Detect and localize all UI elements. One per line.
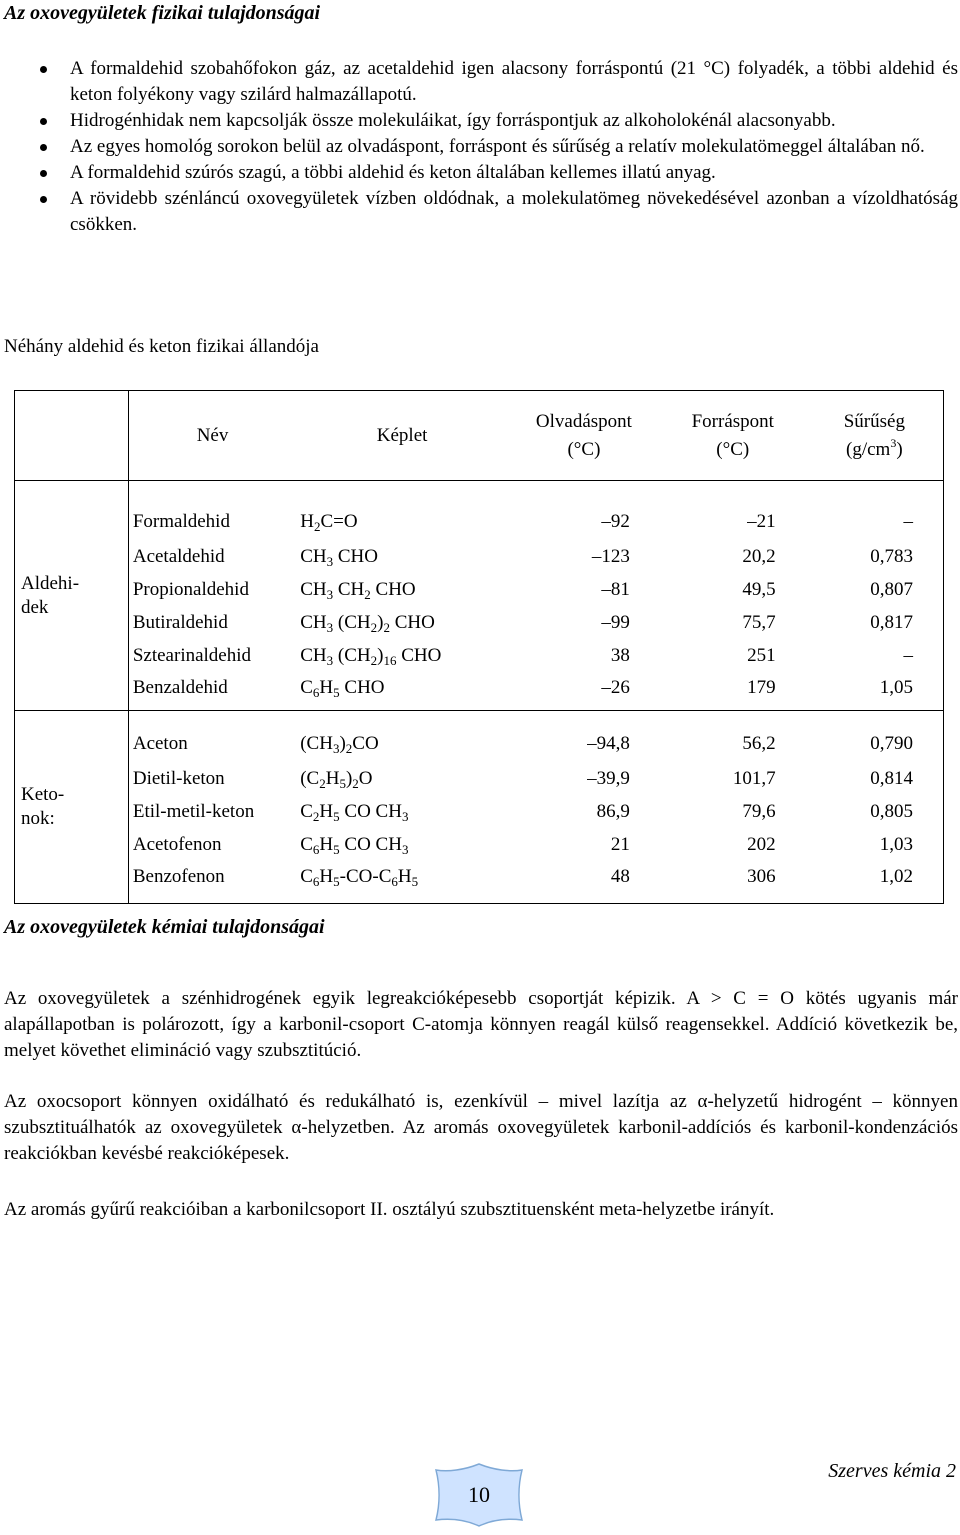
cell-density: 0,805 xyxy=(806,796,944,829)
cell-density: 0,790 xyxy=(806,711,944,763)
group-label-line: nok: xyxy=(21,808,55,829)
header-mp-line2: (°C) xyxy=(567,438,601,460)
formula-part: C=O xyxy=(320,511,358,532)
formula-subscript: 3 xyxy=(401,809,409,824)
list-item-text: A formaldehid szúrós szagú, a többi aldehid és keton általában kellemes illatú anyag. xyxy=(70,162,716,183)
formula-part: CHO xyxy=(333,546,378,567)
cell-melting-point: 48 xyxy=(508,862,660,904)
list-item xyxy=(40,56,958,108)
formula-subscript: 3 xyxy=(401,842,409,857)
cell-density: 1,02 xyxy=(806,862,944,904)
physical-constants-table xyxy=(14,390,944,904)
cell-boiling-point: 75,7 xyxy=(742,612,776,633)
cell-density: 1,03 xyxy=(806,829,944,862)
formula-text xyxy=(300,834,408,855)
formula-subscript: 2 xyxy=(312,809,320,824)
cell-name: Propionaldehid xyxy=(132,579,249,600)
cell-name: Acetofenon xyxy=(132,834,222,855)
cell-boiling-point: 306 xyxy=(660,862,806,904)
properties-list xyxy=(40,56,958,238)
formula-part: H xyxy=(319,834,334,855)
group-label-ketones xyxy=(15,711,129,904)
formula-subscript: 6 xyxy=(312,842,320,857)
formula-part: C xyxy=(300,801,313,822)
paragraph-aromatic: Az aromás gyűrű reakcióiban a karbonilcsoport II. osztályú szubsztituensként meta-helyzetbe irányít. xyxy=(4,1199,775,1220)
formula-subscript: 16 xyxy=(383,653,397,668)
bullet-icon xyxy=(40,144,47,151)
formula-subscript: 2 xyxy=(370,620,378,635)
formula-part: O xyxy=(358,768,373,789)
cell-density: 0,817 xyxy=(806,607,944,640)
formula-part: (C xyxy=(300,768,320,789)
formula-part: ) xyxy=(377,612,384,633)
formula-part: CHO xyxy=(370,579,416,600)
formula-subscript: 2 xyxy=(319,776,326,791)
formula-text xyxy=(300,801,408,822)
formula-subscript: 3 xyxy=(326,620,334,635)
formula-text xyxy=(300,612,435,633)
table-header-row xyxy=(15,391,944,481)
formula-part: CHO xyxy=(339,676,385,698)
cell-formula xyxy=(296,481,508,541)
cell-formula xyxy=(296,763,508,796)
page-number: 10 xyxy=(468,1482,490,1507)
cell-melting-point: –94,8 xyxy=(587,733,630,754)
cell-boiling-point: 56,2 xyxy=(742,733,776,754)
table-row xyxy=(15,541,944,574)
group-label-line: Aldehi- xyxy=(21,572,80,594)
bullet-icon xyxy=(40,170,47,177)
formula-subscript: 5 xyxy=(333,684,340,700)
cell-name: Etil-metil-keton xyxy=(132,801,255,822)
bullet-icon xyxy=(40,118,47,125)
cell-formula xyxy=(296,796,508,829)
bullet-icon xyxy=(40,66,47,73)
cell-boiling-point: 202 xyxy=(747,834,776,855)
cell-melting-point: –92 xyxy=(601,511,630,532)
formula-part: C xyxy=(300,834,313,855)
list-item-text: Az egyes homológ sorokon belül az olvadáspont, forráspont és sűrűség a relatív molekulatömeggel általában nő. xyxy=(70,136,925,157)
formula-text xyxy=(300,733,378,754)
aldehydes-group xyxy=(15,481,944,711)
formula-subscript: 2 xyxy=(370,653,378,668)
header-density-exponent: 3 xyxy=(890,435,897,450)
page-number-badge xyxy=(432,1462,526,1528)
cell-melting-point: –123 xyxy=(591,546,630,567)
formula-part: ) xyxy=(339,733,346,754)
formula-subscript: 6 xyxy=(312,684,320,700)
formula-subscript: 6 xyxy=(312,873,320,889)
cell-name: Aceton xyxy=(132,733,188,754)
corner-cell xyxy=(15,391,129,481)
header-density-line1: Sűrűség xyxy=(843,410,905,432)
formula-part: -CO-C xyxy=(339,865,392,887)
cell-melting-point: –26 xyxy=(508,673,660,711)
cell-density: – xyxy=(806,640,944,673)
formula-part: H xyxy=(397,865,412,887)
formula-subscript: 3 xyxy=(326,554,334,569)
cell-boiling-point: –21 xyxy=(747,511,776,532)
header-density xyxy=(806,391,944,481)
formula-subscript: 2 xyxy=(383,620,390,635)
table-row xyxy=(15,574,944,607)
table-row xyxy=(15,862,944,904)
list-item-text: A rövidebb szénláncú oxovegyületek vízben oldódnak, a molekulatömeg növekedésével azonban a vízoldhatóság csökken. xyxy=(70,188,958,235)
formula-part: CH xyxy=(300,645,327,666)
cell-name: Butiraldehid xyxy=(132,612,228,633)
header-density-unit: (g/cm xyxy=(846,438,891,460)
bullet-icon xyxy=(40,196,47,203)
cell-name: Formaldehid xyxy=(132,511,230,532)
cell-boiling-point: 179 xyxy=(660,673,806,711)
cell-melting-point: 38 xyxy=(610,645,630,666)
formula-subscript: 3 xyxy=(326,587,334,602)
cell-density: 1,05 xyxy=(806,673,944,711)
formula-part: H xyxy=(319,865,334,887)
formula-part: (CH xyxy=(300,733,333,754)
formula-text xyxy=(300,677,384,698)
formula-part: ) xyxy=(345,768,353,789)
ketones-group xyxy=(15,711,944,904)
cell-name: Sztearinaldehid xyxy=(132,645,252,666)
formula-part: CO CH xyxy=(339,801,402,822)
formula-subscript: 5 xyxy=(411,873,419,889)
formula-part: CO xyxy=(352,733,379,754)
cell-formula xyxy=(296,829,508,862)
header-formula: Képlet xyxy=(296,391,508,481)
list-item xyxy=(40,108,958,134)
list-item-text: Hidrogénhidak nem kapcsolják össze molekuláikat, így forráspontjuk az alkoholokénál alacsonyabb. xyxy=(70,110,836,131)
header-mp-line1: Olvadáspont xyxy=(535,410,632,432)
formula-part: CHO xyxy=(389,612,435,633)
cell-density: 0,814 xyxy=(806,763,944,796)
cell-formula xyxy=(296,541,508,574)
cell-formula xyxy=(296,862,508,904)
cell-boiling-point: 49,5 xyxy=(742,579,776,600)
cell-formula xyxy=(296,711,508,763)
cell-boiling-point: 251 xyxy=(747,645,776,666)
cell-name: Dietil-keton xyxy=(132,768,225,789)
footer-title: Szerves kémia 2 xyxy=(828,1460,956,1482)
table-row xyxy=(15,673,944,711)
cell-boiling-point: 20,2 xyxy=(742,546,776,567)
cell-density: 0,807 xyxy=(806,574,944,607)
table-row xyxy=(15,796,944,829)
table-row xyxy=(15,763,944,796)
paragraph-reactivity: Az oxovegyületek a szénhidrogének egyik legreakcióképesebb csoportját képizik. A > C = O kötés ugyanis már alapállapotban is polározott, így a karbonil-csoport C-atomja könnyen reagál külső reagensekkel. Addíció következik be, melyet követhet elimináció vagy szubsztitúció. xyxy=(4,988,958,1061)
table-row xyxy=(15,607,944,640)
cell-melting-point: –39,9 xyxy=(587,768,630,789)
formula-part: (CH xyxy=(333,612,371,633)
formula-subscript: 2 xyxy=(345,741,353,756)
formula-part: H xyxy=(325,768,340,789)
cell-name: Acetaldehid xyxy=(132,546,225,567)
cell-melting-point: 86,9 xyxy=(596,801,630,822)
cell-formula xyxy=(296,607,508,640)
formula-part: CO CH xyxy=(339,834,402,855)
formula-part: C xyxy=(300,865,313,887)
group-label-line: Keto- xyxy=(21,784,65,805)
formula-text xyxy=(300,579,415,600)
formula-subscript: 5 xyxy=(333,809,340,824)
section-heading-chemical: Az oxovegyületek kémiai tulajdonságai xyxy=(4,916,325,938)
formula-subscript: 5 xyxy=(333,873,340,889)
list-item xyxy=(40,186,958,238)
formula-subscript: 6 xyxy=(391,873,398,889)
header-boiling-point xyxy=(660,391,806,481)
list-item-text: A formaldehid szobahőfokon gáz, az acetaldehid igen alacsony forráspontú (21 °C) folyadék, a többi aldehid és keton folyékony vagy szilárd halmazállapotú. xyxy=(70,58,958,105)
formula-subscript: 5 xyxy=(333,842,340,857)
formula-part: CH xyxy=(300,612,327,633)
formula-text xyxy=(300,866,418,887)
cell-formula xyxy=(296,574,508,607)
formula-subscript: 2 xyxy=(364,587,371,602)
formula-part: H xyxy=(319,801,334,822)
header-melting-point xyxy=(508,391,660,481)
formula-part: CH xyxy=(333,579,365,600)
cell-melting-point: 21 xyxy=(610,834,630,855)
group-label-aldehydes xyxy=(15,481,129,711)
header-bp-line2: (°C) xyxy=(716,438,750,460)
formula-part: (CH xyxy=(333,645,371,666)
cell-name: Benzofenon xyxy=(128,862,296,904)
cell-melting-point: –99 xyxy=(601,612,630,633)
group-label-line: dek xyxy=(21,596,49,618)
header-bp-line1: Forráspont xyxy=(691,410,774,432)
formula-subscript: 2 xyxy=(313,519,321,534)
cell-boiling-point: 101,7 xyxy=(732,768,776,789)
formula-part: ) xyxy=(377,645,384,666)
table-row xyxy=(15,481,944,541)
header-density-close: ) xyxy=(896,438,903,460)
formula-subscript: 2 xyxy=(352,776,359,791)
section-heading-physical: Az oxovegyületek fizikai tulajdonságai xyxy=(4,2,321,24)
formula-text xyxy=(300,511,357,532)
formula-part: CH xyxy=(300,546,327,567)
table-caption: Néhány aldehid és keton fizikai állandója xyxy=(4,336,319,357)
formula-part: H xyxy=(300,511,314,532)
cell-name: Benzaldehid xyxy=(128,673,296,711)
table-row xyxy=(15,640,944,673)
formula-text xyxy=(300,768,372,789)
formula-subscript: 3 xyxy=(332,741,340,756)
header-name: Név xyxy=(128,391,296,481)
cell-boiling-point: 79,6 xyxy=(742,801,776,822)
formula-part: H xyxy=(319,676,334,698)
formula-subscript: 3 xyxy=(326,653,334,668)
formula-text xyxy=(300,645,441,666)
formula-part: C xyxy=(300,676,313,698)
table-row xyxy=(15,829,944,862)
list-item xyxy=(40,134,958,160)
formula-text xyxy=(300,546,378,567)
cell-formula xyxy=(296,640,508,673)
list-item xyxy=(40,160,958,186)
cell-formula xyxy=(296,673,508,711)
formula-part: CHO xyxy=(396,645,442,666)
table-row xyxy=(15,711,944,763)
cell-density: – xyxy=(806,481,944,541)
paragraph-oxidation: Az oxocsoport könnyen oxidálható és redukálható is, ezenkívül – mivel lazítja az α-helyzetű hidrogént – könnyen szubsztituálhatók az oxovegyületek α-helyzetben. Az aromás oxovegyületek karbonil-addíciós és karbonil-kondenzációs reakciókban kevésbé reakcióképesek. xyxy=(4,1091,958,1164)
formula-part: CH xyxy=(300,579,327,600)
formula-subscript: 5 xyxy=(339,776,346,791)
cell-density: 0,783 xyxy=(806,541,944,574)
cell-melting-point: –81 xyxy=(601,579,630,600)
